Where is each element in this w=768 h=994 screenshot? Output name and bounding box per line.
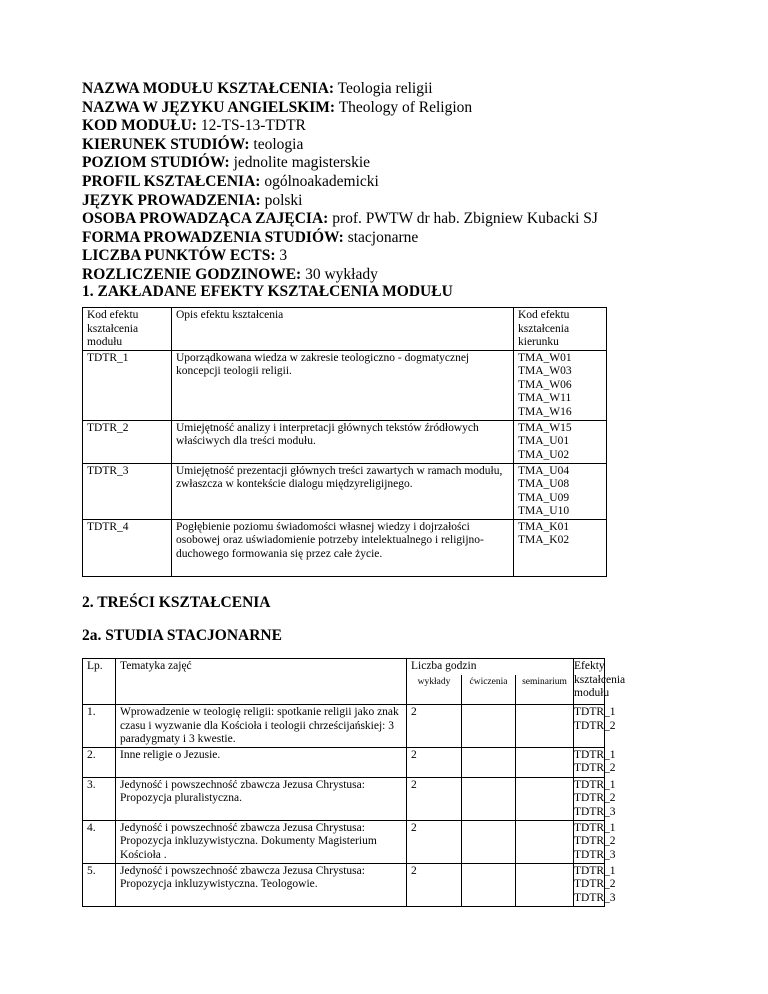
table-row	[83, 705, 605, 748]
row-effects	[574, 747, 616, 777]
text-line: TMA_U02	[518, 448, 570, 461]
table-row	[83, 777, 605, 820]
table-row	[83, 820, 605, 863]
row-lecture-hours: 2	[407, 863, 462, 906]
text-line: kształcenia	[518, 322, 570, 335]
text-line: TMA_W16	[518, 405, 572, 418]
col-header-effects	[574, 659, 626, 705]
text-line: modułu	[574, 687, 610, 699]
col-header-seminar: seminarium	[516, 675, 574, 705]
text-line: Kod efektu	[518, 309, 570, 321]
text-line: TDTR_1	[574, 864, 616, 877]
row-effects	[574, 820, 616, 863]
row-lecture-hours: 2	[407, 777, 462, 820]
header-module-name: NAZWA MODUŁU KSZTAŁCENIA: Teologia religii	[82, 80, 433, 97]
row-seminar-hours	[516, 747, 574, 777]
section2a-subtitle: 2a. STUDIA STACJONARNE	[82, 627, 282, 644]
module-header	[82, 80, 598, 285]
col-header-topic: Tematyka zajęć	[116, 659, 407, 705]
row-exercise-hours	[462, 705, 516, 748]
text-line: TMA_U01	[518, 435, 570, 447]
text-line: TDTR_2	[574, 719, 616, 732]
row-lp: 3.	[83, 777, 116, 820]
text-line: TMA_U08	[518, 478, 570, 490]
row-exercise-hours	[462, 820, 516, 863]
table-header-row	[83, 659, 605, 676]
section1-title: 1. ZAKŁADANE EFEKTY KSZTAŁCENIA MODUŁU	[82, 283, 453, 300]
header-study-form: FORMA PROWADZENIA STUDIÓW: stacjonarne	[82, 228, 419, 246]
text-line: TDTR_1	[574, 778, 616, 791]
row-topic: Jedyność i powszechność zbawcza Jezusa Chrystusa: Propozycja inkluzywistyczna. Dokumenty Magisterium Kościoła .	[116, 820, 407, 863]
outcome-description: Pogłębienie poziomu świadomości własnej wiedzy i dojrzałości osobowej oraz uświadomienie potrzeby intelektualnego i religijno-duchowego formowania się przez całe życie.	[172, 519, 514, 576]
text-line: TMA_K01	[518, 520, 570, 533]
row-topic: Inne religie o Jezusie.	[116, 747, 407, 777]
row-lp: 4.	[83, 820, 116, 863]
col-header-description: Opis efektu kształcenia	[172, 308, 514, 351]
col-header-hours: Liczba godzin	[407, 659, 574, 676]
text-line: TDTR_1	[574, 706, 616, 718]
row-effects	[574, 777, 616, 820]
text-line: TMA_W03	[518, 365, 572, 377]
col-header-module-code	[83, 308, 172, 351]
col-header-direction-code	[514, 308, 607, 351]
header-ects: LICZBA PUNKTÓW ECTS: 3	[82, 247, 288, 265]
text-line: Efekty	[574, 660, 605, 672]
text-line: TMA_W11	[518, 392, 572, 404]
row-exercise-hours	[462, 777, 516, 820]
row-seminar-hours	[516, 777, 574, 820]
table-row	[83, 519, 607, 576]
text-line: TMA_W01	[518, 351, 572, 364]
text-line: Kod efektu	[87, 309, 139, 321]
text-line: TDTR_2	[574, 792, 616, 804]
row-effects	[574, 705, 616, 748]
row-topic: Jedyność i powszechność zbawcza Jezusa Chrystusa: Propozycja pluralistyczna.	[116, 777, 407, 820]
row-lp: 2.	[83, 747, 116, 777]
text-line: TDTR_3	[574, 848, 616, 861]
table-header-row	[83, 308, 607, 351]
text-line: TMA_U10	[518, 505, 570, 517]
course-content-table	[82, 658, 626, 907]
header-profile: PROFIL KSZTAŁCENIA: ogólnoakademicki	[82, 172, 379, 190]
row-lecture-hours: 2	[407, 747, 462, 777]
outcome-code: TDTR_3	[83, 463, 172, 519]
header-module-code: KOD MODUŁU: 12-TS-13-TDTR	[82, 117, 306, 135]
outcome-description: Uporządkowana wiedza w zakresie teologiczno - dogmatycznej koncepcji teologii religii.	[172, 350, 514, 420]
header-language: JĘZYK PROWADZENIA: polski	[82, 191, 303, 209]
text-line: kierunku	[518, 336, 559, 348]
text-line: TDTR_1	[574, 748, 616, 761]
row-seminar-hours	[516, 863, 574, 906]
direction-codes	[514, 350, 607, 420]
text-line: TMA_U09	[518, 491, 570, 504]
outcome-code: TDTR_4	[83, 519, 172, 576]
table-row	[83, 863, 605, 906]
row-topic: Jedyność i powszechność zbawcza Jezusa Chrystusa: Propozycja inkluzywistyczna. Teologowie.	[116, 863, 407, 906]
text-line: modułu	[87, 336, 123, 348]
text-line: kształcenia	[574, 673, 626, 686]
direction-codes	[514, 420, 607, 463]
text-line: TDTR_3	[574, 805, 616, 818]
text-line: TMA_K02	[518, 534, 570, 546]
header-lecturer: OSOBA PROWADZĄCA ZAJĘCIA: prof. PWTW dr hab. Zbigniew Kubacki SJ	[82, 210, 598, 228]
text-line: TMA_U04	[518, 464, 570, 477]
outcome-description: Umiejętność analizy i interpretacji głównych tekstów źródłowych właściwych dla treści modułu.	[172, 420, 514, 463]
header-level: POZIOM STUDIÓW: jednolite magisterskie	[82, 154, 371, 172]
table-row	[83, 747, 605, 777]
text-line: TDTR_1	[574, 821, 616, 834]
header-hours: ROZLICZENIE GODZINOWE: 30 wykłady	[82, 265, 378, 283]
row-lecture-hours: 2	[407, 820, 462, 863]
col-header-lecture: wykłady	[407, 675, 462, 705]
row-seminar-hours	[516, 820, 574, 863]
text-line: TDTR_2	[574, 762, 616, 774]
row-exercise-hours	[462, 747, 516, 777]
table-row	[83, 463, 607, 519]
header-field-of-study: KIERUNEK STUDIÓW: teologia	[82, 135, 304, 153]
text-line: TDTR_2	[574, 878, 616, 890]
outcome-code: TDTR_2	[83, 420, 172, 463]
row-lp: 1.	[83, 705, 116, 748]
learning-outcomes-table	[82, 307, 607, 577]
text-line: TDTR_3	[574, 891, 616, 904]
row-effects	[574, 863, 616, 906]
col-header-lp: Lp.	[83, 659, 116, 705]
outcome-description: Umiejętność prezentacji głównych treści zawartych w ramach modułu, zwłaszcza w kontekście dialogu międzyreligijnego.	[172, 463, 514, 519]
row-seminar-hours	[516, 705, 574, 748]
text-line: TMA_W15	[518, 421, 572, 434]
row-topic: Wprowadzenie w teologię religii: spotkanie religii jako znak czasu i wyzwanie dla Kościoła i teologii chrześcijańskiej: 3 paradygmaty i 3 kwestie.	[116, 705, 407, 748]
row-lp: 5.	[83, 863, 116, 906]
table-row	[83, 420, 607, 463]
text-line: kształcenia	[87, 322, 139, 335]
text-line: TDTR_2	[574, 835, 616, 847]
direction-codes	[514, 463, 607, 519]
header-english-name: NAZWA W JĘZYKU ANGIELSKIM: Theology of Religion	[82, 98, 473, 116]
row-exercise-hours	[462, 863, 516, 906]
row-lecture-hours: 2	[407, 705, 462, 748]
section2-title: 2. TREŚCI KSZTAŁCENIA	[82, 594, 271, 611]
col-header-exercise: ćwiczenia	[462, 675, 516, 705]
direction-codes	[514, 519, 607, 576]
table-row	[83, 350, 607, 420]
text-line: TMA_W06	[518, 378, 572, 391]
outcome-code: TDTR_1	[83, 350, 172, 420]
